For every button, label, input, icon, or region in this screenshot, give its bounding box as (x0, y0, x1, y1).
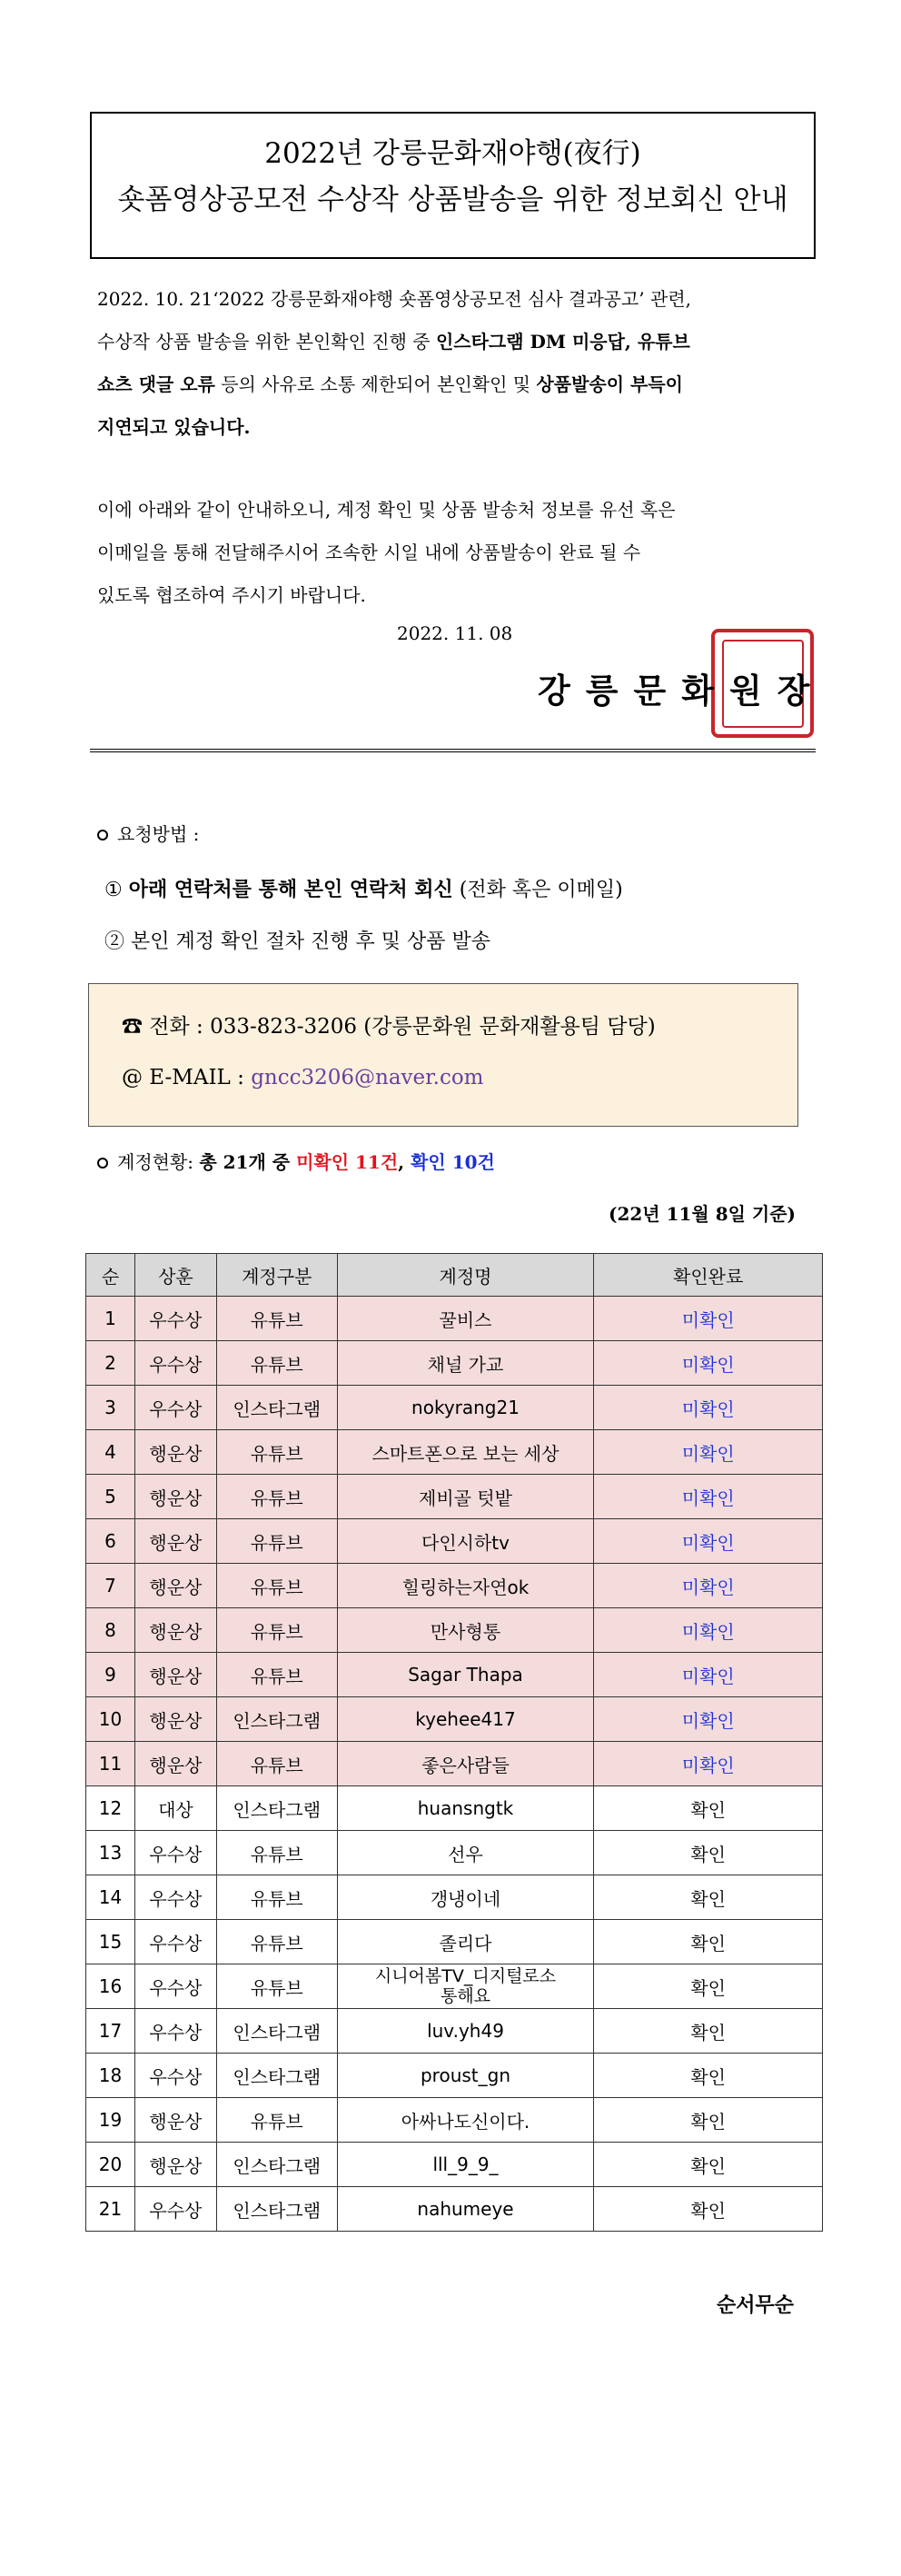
status-basis-date: (22년 11월 8일 기준) (609, 1203, 796, 1225)
phone-value[interactable]: 033-823-3206 (강릉문화원 문화재활용팀 담당) (210, 1015, 656, 1039)
header-confirmed: 확인완료 (594, 1254, 823, 1297)
cell-status: 확인 (594, 2187, 823, 2232)
cell-status: 미확인 (594, 1341, 823, 1386)
cell-no: 3 (86, 1386, 135, 1430)
cell-account-name: nokyrang21 (337, 1386, 594, 1430)
order-note: 순서무순 (717, 2293, 795, 2317)
cell-award: 우수상 (134, 2054, 216, 2098)
cell-no: 11 (86, 1742, 135, 1786)
intro-line-3 (97, 363, 815, 406)
cell-award: 우수상 (134, 2187, 216, 2232)
contact-phone (122, 1010, 656, 1039)
cell-award: 우수상 (134, 2009, 216, 2054)
table-row (86, 1386, 823, 1430)
cell-status: 미확인 (594, 1564, 823, 1608)
cell-account-type: 인스타그램 (216, 1786, 337, 1831)
table-row (86, 1608, 823, 1653)
table-header-row (86, 1254, 823, 1297)
cell-status: 미확인 (594, 1697, 823, 1742)
cell-award: 우수상 (134, 1964, 216, 2009)
intro-line-3-text: 등의 사유로 소통 제한되어 본인확인 및 (214, 373, 537, 395)
cell-award: 우수상 (134, 1920, 216, 1964)
cell-award: 행운상 (134, 2098, 216, 2143)
cell-account-name: 꿀비스 (337, 1297, 594, 1341)
phone-label: ☎ 전화 : (122, 1015, 211, 1039)
table-row (86, 1920, 823, 1964)
cell-account-name: proust_gn (337, 2054, 594, 2098)
table-row (86, 1875, 823, 1920)
table-row (86, 2187, 823, 2232)
cell-no: 18 (86, 2054, 135, 2098)
intro-line-2-bold: 인스타그램 DM 미응답, 유튜브 (435, 331, 690, 353)
cell-account-name: kyehee417 (337, 1697, 594, 1742)
title-line-1: 2022년 강릉문화재야행(夜行) (264, 137, 641, 170)
cell-account-name: luv.yh49 (337, 2009, 594, 2054)
table-row (86, 2009, 823, 2054)
cell-account-type: 인스타그램 (216, 2054, 337, 2098)
cell-account-type: 인스타그램 (216, 2143, 337, 2187)
intro-line-2-text: 수상작 상품 발송을 위한 본인확인 진행 중 (97, 331, 436, 353)
cell-account-type: 인스타그램 (216, 2009, 337, 2054)
cell-account-name: 졸리다 (337, 1920, 594, 1964)
cell-account-name: 시니어봄TV_디지털로소 통해요 (337, 1964, 594, 2009)
request-step-1-bold: 아래 연락처를 통해 본인 연락처 회신 (128, 878, 453, 901)
cell-no: 13 (86, 1831, 135, 1875)
section-divider (90, 749, 816, 752)
request-paragraph (97, 489, 815, 617)
cell-status: 미확인 (594, 1742, 823, 1786)
cell-account-name: 제비골 텃밭 (337, 1475, 594, 1519)
table-row (86, 1297, 823, 1341)
cell-award: 행운상 (134, 1430, 216, 1475)
cell-status: 확인 (594, 1964, 823, 2009)
confirmed-count: 확인 10건 (411, 1151, 495, 1173)
cell-no: 16 (86, 1964, 135, 2009)
cell-no: 1 (86, 1297, 135, 1341)
cell-status: 미확인 (594, 1297, 823, 1341)
header-account-type: 계정구분 (216, 1254, 337, 1297)
cell-account-type: 유튜브 (216, 1653, 337, 1697)
cell-account-name: 갱냉이네 (337, 1875, 594, 1920)
cell-no: 9 (86, 1653, 135, 1697)
email-label: @ E-MAIL : (122, 1066, 252, 1089)
cell-account-type: 유튜브 (216, 1341, 337, 1386)
cell-account-type: 인스타그램 (216, 1386, 337, 1430)
cell-account-name: 좋은사람들 (337, 1742, 594, 1786)
request-line-3: 있도록 협조하여 주시기 바랍니다. (97, 584, 366, 606)
cell-account-name: 다인시하tv (337, 1519, 594, 1564)
request-line-2: 이메일을 통해 전달해주시어 조속한 시일 내에 상품발송이 완료 될 수 (97, 542, 641, 563)
request-step-2: ② 본인 계정 확인 절차 진행 후 및 상품 발송 (104, 930, 490, 953)
table-row (86, 1475, 823, 1519)
cell-award: 우수상 (134, 1297, 216, 1341)
issuer-organization: 강릉문화원장 (538, 671, 826, 711)
cell-status: 미확인 (594, 1386, 823, 1430)
cell-account-type: 유튜브 (216, 1430, 337, 1475)
contact-email (122, 1066, 483, 1089)
table-row (86, 1697, 823, 1742)
contact-box (88, 983, 798, 1127)
cell-account-type: 인스타그램 (216, 1697, 337, 1742)
circle-bullet-icon (97, 830, 108, 840)
cell-no: 14 (86, 1875, 135, 1920)
cell-account-type: 유튜브 (216, 1297, 337, 1341)
table-row (86, 1786, 823, 1831)
header-no: 순 (86, 1254, 135, 1297)
cell-award: 우수상 (134, 1386, 216, 1430)
cell-award: 우수상 (134, 1831, 216, 1875)
cell-status: 미확인 (594, 1430, 823, 1475)
cell-award: 대상 (134, 1786, 216, 1831)
cell-account-name: 선우 (337, 1831, 594, 1875)
cell-account-type: 유튜브 (216, 1920, 337, 1964)
cell-status: 확인 (594, 1831, 823, 1875)
circle-bullet-icon (97, 1158, 108, 1169)
cell-award: 행운상 (134, 1475, 216, 1519)
cell-account-type: 유튜브 (216, 2098, 337, 2143)
table-row (86, 1341, 823, 1386)
cell-account-name: Sagar Thapa (337, 1653, 594, 1697)
cell-status: 미확인 (594, 1653, 823, 1697)
cell-no: 15 (86, 1920, 135, 1964)
intro-line-4: 지연되고 있습니다. (97, 416, 251, 438)
cell-no: 4 (86, 1430, 135, 1475)
cell-account-type: 유튜브 (216, 1964, 337, 2009)
cell-account-name: 아싸나도신이다. (337, 2098, 594, 2143)
cell-status: 미확인 (594, 1608, 823, 1653)
cell-no: 12 (86, 1786, 135, 1831)
header-award: 상훈 (134, 1254, 216, 1297)
cell-account-type: 유튜브 (216, 1875, 337, 1920)
cell-award: 행운상 (134, 2143, 216, 2187)
unconfirmed-count: 미확인 11건 (296, 1151, 399, 1173)
cell-status: 확인 (594, 2143, 823, 2187)
cell-status: 확인 (594, 2098, 823, 2143)
intro-paragraph (97, 278, 815, 449)
cell-award: 우수상 (134, 1875, 216, 1920)
cell-no: 19 (86, 2098, 135, 2143)
table-row (86, 1430, 823, 1475)
cell-no: 2 (86, 1341, 135, 1386)
cell-award: 우수상 (134, 1341, 216, 1386)
cell-status: 확인 (594, 1920, 823, 1964)
cell-account-name: 만사형통 (337, 1608, 594, 1653)
table-row (86, 2054, 823, 2098)
cell-no: 7 (86, 1564, 135, 1608)
cell-account-name: huansngtk (337, 1786, 594, 1831)
cell-account-name: 채널 가교 (337, 1341, 594, 1386)
cell-account-type: 유튜브 (216, 1831, 337, 1875)
cell-no: 20 (86, 2143, 135, 2187)
table-row (86, 1519, 823, 1564)
intro-line-1: 2022. 10. 21‘2022 강릉문화재야행 숏폼영상공모전 심사 결과공고’ 관련, (97, 288, 692, 310)
cell-account-type: 유튜브 (216, 1519, 337, 1564)
accounts-table (85, 1253, 823, 2232)
cell-status: 확인 (594, 2009, 823, 2054)
cell-award: 행운상 (134, 1608, 216, 1653)
table-row (86, 2143, 823, 2187)
document-title-box (90, 112, 816, 259)
document-date: 2022. 11. 08 (397, 622, 513, 644)
cell-account-type: 유튜브 (216, 1475, 337, 1519)
cell-account-type: 인스타그램 (216, 2187, 337, 2232)
account-status-heading: 계정현황: 총 21개 중 미확인 11건, 확인 10건 (97, 1148, 495, 1174)
cell-status: 확인 (594, 1875, 823, 1920)
request-line-1: 이에 아래와 같이 안내하오니, 계정 확인 및 상품 발송처 정보를 유선 혹은 (97, 499, 676, 521)
title-line-2: 숏폼영상공모전 수상작 상품발송을 위한 정보회신 안내 (117, 184, 788, 217)
cell-no: 21 (86, 2187, 135, 2232)
cell-account-name: 힐링하는자연ok (337, 1564, 594, 1608)
cell-no: 8 (86, 1608, 135, 1653)
cell-status: 확인 (594, 2054, 823, 2098)
email-value[interactable]: gncc3206@naver.com (251, 1066, 484, 1089)
intro-line-2 (97, 321, 815, 363)
cell-account-type: 유튜브 (216, 1608, 337, 1653)
cell-no: 10 (86, 1697, 135, 1742)
cell-award: 행운상 (134, 1564, 216, 1608)
cell-no: 5 (86, 1475, 135, 1519)
request-method-heading: 요청방법 : (97, 820, 199, 846)
table-row (86, 1653, 823, 1697)
intro-line-3-bold-b: 상품발송이 부득이 (536, 373, 684, 395)
cell-account-type: 유튜브 (216, 1742, 337, 1786)
cell-no: 17 (86, 2009, 135, 2054)
request-step-1: ① 아래 연락처를 통해 본인 연락처 회신 (전화 혹은 이메일) (104, 878, 623, 901)
cell-award: 행운상 (134, 1653, 216, 1697)
table-row (86, 1742, 823, 1786)
intro-line-3-bold-a: 쇼츠 댓글 오류 (97, 373, 215, 395)
cell-no: 6 (86, 1519, 135, 1564)
cell-status: 확인 (594, 1786, 823, 1831)
cell-award: 행운상 (134, 1519, 216, 1564)
cell-account-name: lll_9_9_ (337, 2143, 594, 2187)
cell-account-name: nahumeye (337, 2187, 594, 2232)
cell-award: 행운상 (134, 1697, 216, 1742)
request-step-1-rest: (전화 혹은 이메일) (452, 879, 623, 901)
cell-account-type: 유튜브 (216, 1564, 337, 1608)
cell-status: 미확인 (594, 1519, 823, 1564)
header-account-name: 계정명 (337, 1254, 594, 1297)
table-row (86, 1964, 823, 2009)
cell-account-name: 스마트폰으로 보는 세상 (337, 1430, 594, 1475)
table-row (86, 1831, 823, 1875)
cell-status: 미확인 (594, 1475, 823, 1519)
table-row (86, 1564, 823, 1608)
table-row (86, 2098, 823, 2143)
cell-award: 행운상 (134, 1742, 216, 1786)
